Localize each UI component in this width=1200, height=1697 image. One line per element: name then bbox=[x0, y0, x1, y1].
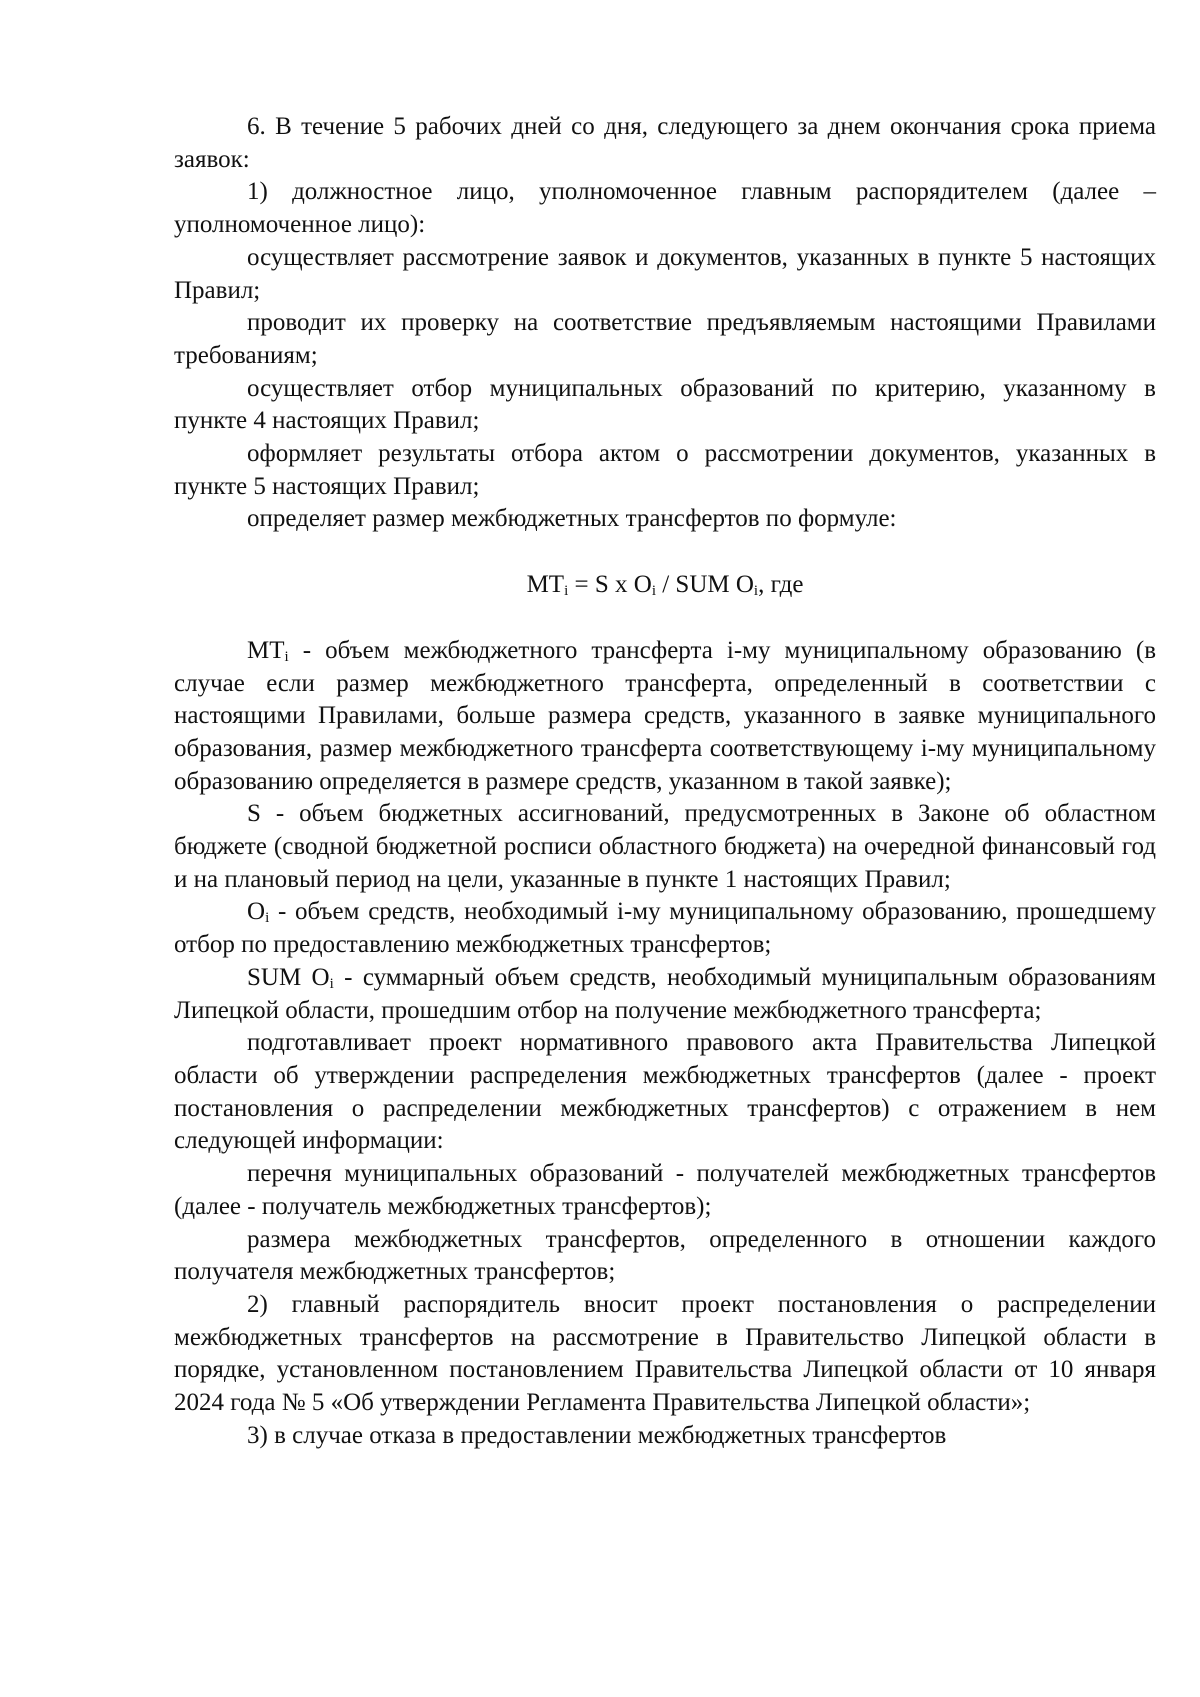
definition-o bbox=[174, 896, 1156, 961]
definition-mt bbox=[174, 635, 1156, 799]
formula-tail: , где bbox=[758, 571, 804, 599]
document-page bbox=[174, 111, 1156, 1452]
paragraph-formula-intro: определяет размер межбюджетных трансфертов по формуле: bbox=[247, 505, 897, 533]
paragraph-results: оформляет результаты отбора актом о рассмотрении документов, указанных в пункте 5 настоящих Правил; bbox=[174, 440, 1156, 500]
paragraph-subitem-2: 2) главный распорядитель вносит проект постановления о распределении межбюджетных трансфертов на рассмотрение в Правительство Липецкой области в порядке, установленном постановлением Правительства Липецкой области от 10 января 2024 года № 5 «Об утверждении Регламента Правительства Липецкой области»; bbox=[174, 1290, 1156, 1417]
paragraph-check: проводит их проверку на соответствие предъявляемым настоящими Правилами требованиям; bbox=[174, 309, 1156, 369]
paragraph-review: осуществляет рассмотрение заявок и документов, указанных в пункте 5 настоящих Правил; bbox=[174, 243, 1156, 304]
definition-sum-sub: i bbox=[329, 975, 334, 992]
definition-sum-text: - суммарный объем средств, необходимый муниципальным образованиям Липецкой области, прошедшим отбор на получение межбюджетного трансферта; bbox=[174, 963, 1156, 1024]
formula-div: / SUM O bbox=[655, 571, 754, 599]
definition-sum-symbol: SUM O bbox=[247, 963, 330, 991]
definition-mt-text: - объем межбюджетного трансферта i-му муниципальному образованию (в случае если размер межбюджетного трансферта, определенный в соответствии с настоящими Правилами, больше размера средств, указанного в заявке муниципального образования, размер межбюджетного трансферта соответствующему i-му муниципальному образованию определяется в размере средств, указанном в такой заявке); bbox=[174, 636, 1156, 795]
paragraph-draft-act: подготавливает проект нормативного правового акта Правительства Липецкой области об утверждении распределения межбюджетных трансфертов (далее - проект постановления о распределении межбюджетных трансфертов) с отражением в нем следующей информации: bbox=[174, 1029, 1156, 1155]
paragraph-list-recipients: перечня муниципальных образований - получателей межбюджетных трансфертов (далее - получатель межбюджетных трансфертов); bbox=[174, 1160, 1156, 1220]
definition-o-sub: i bbox=[265, 910, 270, 927]
formula-sub-1: i bbox=[564, 583, 569, 600]
formula-mt: MT bbox=[526, 571, 565, 599]
formula bbox=[174, 536, 1156, 635]
paragraph-amount: размера межбюджетных трансфертов, определенного в отношении каждого получателя межбюджетных трансфертов; bbox=[174, 1225, 1156, 1286]
formula-eq: = S x O bbox=[568, 571, 652, 599]
definition-mt-sub: i bbox=[284, 648, 289, 665]
definition-o-symbol: O bbox=[247, 898, 266, 926]
paragraph-6: 6. В течение 5 рабочих дней со дня, следующего за днем окончания срока приема заявок: bbox=[174, 113, 1156, 173]
paragraph-subitem-3: 3) в случае отказа в предоставлении межбюджетных трансфертов bbox=[247, 1421, 947, 1449]
definition-sum bbox=[174, 962, 1156, 1027]
definition-mt-symbol: MT bbox=[247, 636, 285, 664]
definition-o-text: - объем средств, необходимый i-му муниципальному образованию, прошедшему отбор по предоставлению межбюджетных трансфертов; bbox=[174, 898, 1156, 959]
formula-sub-2: i bbox=[651, 583, 656, 600]
formula-sub-3: i bbox=[753, 583, 759, 600]
paragraph-subitem-1: 1) должностное лицо, уполномоченное главным распорядителем (далее – уполномоченное лицо): bbox=[174, 178, 1156, 239]
definition-s: S - объем бюджетных ассигнований, предусмотренных в Законе об областном бюджете (сводной бюджетной росписи областного бюджета) на очередной финансовый год и на плановый период на цели, указанные в пункте 1 настоящих Правил; bbox=[174, 800, 1156, 893]
paragraph-selection: осуществляет отбор муниципальных образований по критерию, указанному в пункте 4 настоящих Правил; bbox=[174, 374, 1156, 435]
